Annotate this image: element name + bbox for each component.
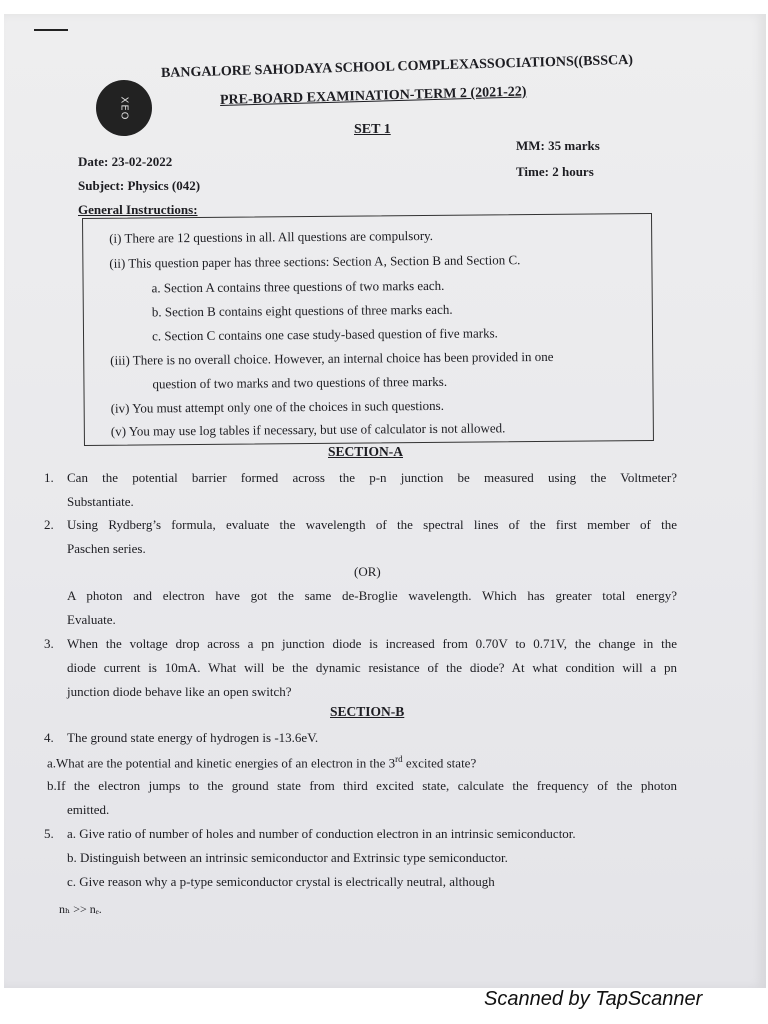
instruction-iii-line2: question of two marks and two questions of three marks. bbox=[152, 373, 448, 392]
logo-text: XEO bbox=[118, 95, 130, 121]
school-logo bbox=[96, 80, 152, 136]
q4a-text: a.What are the potential and kinetic energies of an electron in the 3 bbox=[47, 755, 396, 771]
section-a-title: SECTION-A bbox=[328, 444, 404, 459]
instruction-ii-a: a. Section A contains three questions of two marks each. bbox=[151, 277, 445, 296]
instructions-box bbox=[82, 213, 654, 446]
q3-line1: When the voltage drop across a pn junction diode is increased from 0.70V to 0.71V, the change in the bbox=[67, 636, 677, 651]
q2-alt-line1: A photon and electron have got the same de-Broglie wavelength. Which has greater total energy? bbox=[67, 588, 677, 603]
section-b-title: SECTION-B bbox=[330, 704, 405, 719]
q4a bbox=[47, 754, 476, 771]
scanner-watermark: Scanned by TapScanner bbox=[484, 988, 703, 1010]
instruction-i: (i) There are 12 questions in all. All questions are compulsory. bbox=[109, 227, 434, 246]
q2-line1: Using Rydberg’s formula, evaluate the wavelength of the spectral lines of the first member of the bbox=[67, 517, 677, 532]
q5c: c. Give reason why a p-type semiconductor crystal is electrically neutral, although bbox=[67, 874, 495, 889]
q5-number: 5. bbox=[44, 826, 54, 841]
exam-paper bbox=[4, 14, 766, 988]
instruction-ii: (ii) This question paper has three sections: Section A, Section B and Section C. bbox=[109, 252, 521, 271]
q5c-formula: nₕ >> nₑ. bbox=[59, 902, 102, 916]
q5b: b. Distinguish between an intrinsic semiconductor and Extrinsic type semiconductor. bbox=[67, 850, 508, 865]
q4a-text-end: excited state? bbox=[402, 755, 477, 771]
instructions-heading: General Instructions: bbox=[78, 202, 198, 217]
max-marks: MM: 35 marks bbox=[516, 138, 600, 153]
instruction-ii-c: c. Section C contains one case study-based question of five marks. bbox=[151, 325, 498, 344]
q1-number: 1. bbox=[44, 470, 54, 485]
q4b-line1: b.If the electron jumps to the ground state from third excited state, calculate the frequency of the photon bbox=[47, 778, 677, 793]
q4b-line2: emitted. bbox=[67, 802, 110, 817]
instruction-v: (v) You may use log tables if necessary, but use of calculator is not allowed. bbox=[110, 420, 506, 439]
set-label: SET 1 bbox=[354, 122, 391, 137]
subject: Subject: Physics (042) bbox=[78, 178, 201, 193]
q4-stem: The ground state energy of hydrogen is -13.6eV. bbox=[67, 730, 319, 745]
q1-line2: Substantiate. bbox=[67, 494, 134, 509]
instruction-ii-b: b. Section B contains eight questions of three marks each. bbox=[151, 301, 453, 320]
instruction-iv: (iv) You must attempt only one of the choices in such questions. bbox=[110, 397, 444, 416]
top-edge-mark bbox=[34, 29, 68, 31]
q3-number: 3. bbox=[44, 636, 54, 651]
q5a: a. Give ratio of number of holes and number of conduction electron in an intrinsic semiconductor. bbox=[67, 826, 576, 841]
school-name: BANGALORE SAHODAYA SCHOOL COMPLEXASSOCIATIONS((BSSCA) bbox=[160, 52, 634, 81]
q2-line2: Paschen series. bbox=[67, 541, 146, 556]
q4a-superscript: rd bbox=[395, 754, 403, 764]
q1-line1: Can the potential barrier formed across the p-n junction be measured using the Voltmeter? bbox=[67, 470, 677, 485]
q2-alt-line2: Evaluate. bbox=[67, 612, 116, 627]
exam-title: PRE-BOARD EXAMINATION-TERM 2 (2021-22) bbox=[219, 84, 527, 108]
q3-line3: junction diode behave like an open switch? bbox=[67, 684, 292, 699]
exam-duration: Time: 2 hours bbox=[516, 164, 594, 179]
exam-date: Date: 23-02-2022 bbox=[78, 154, 173, 169]
or-separator: (OR) bbox=[354, 564, 381, 579]
q3-line2: diode current is 10mA. What will be the dynamic resistance of the diode? At what condition will a pn bbox=[67, 660, 677, 675]
q2-number: 2. bbox=[44, 517, 54, 532]
instruction-iii-line1: (iii) There is no overall choice. However, an internal choice has been provided in one bbox=[110, 348, 554, 368]
q4-number: 4. bbox=[44, 730, 54, 745]
